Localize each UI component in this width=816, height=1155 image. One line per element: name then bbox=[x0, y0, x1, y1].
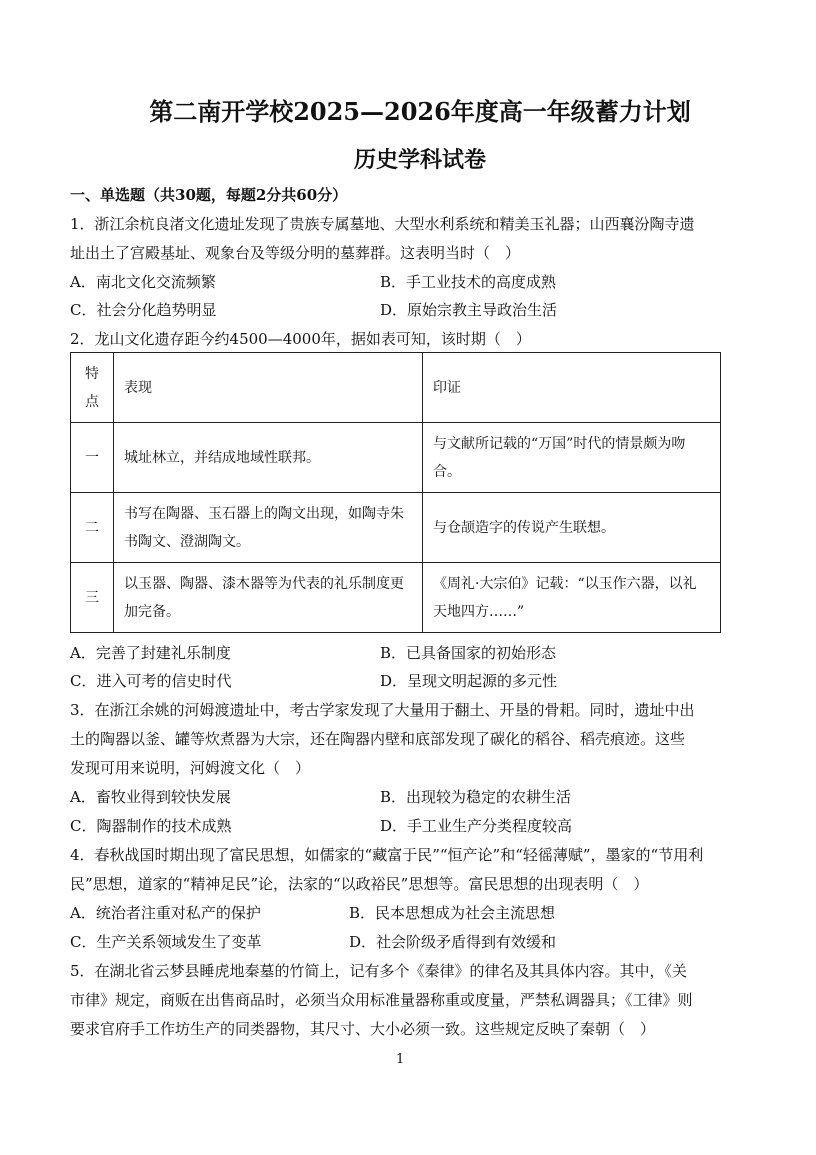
q1-stem-line1: 1．浙江余杭良渚文化遗址发现了贵族专属墓地、大型水利系统和精美玉礼器；山西襄汾陶寺遗 bbox=[70, 215, 695, 233]
table-header-feature: 特点 bbox=[71, 353, 114, 423]
table-row bbox=[71, 423, 721, 493]
table-cell-performance: 书写在陶器、玉石器上的陶文出现，如陶寺朱书陶文、澄湖陶文。 bbox=[114, 493, 423, 563]
exam-title: 第二南开学校2025—2026年度高一年级蓄力计划 bbox=[149, 97, 691, 126]
q4-option-c: C．生产关系领域发生了变革 bbox=[70, 933, 262, 951]
table-cell-performance: 城址林立，并结成地域性联邦。 bbox=[114, 423, 423, 493]
q1-option-a: A．南北文化交流频繁 bbox=[70, 273, 216, 291]
q4-stem-line2: 民”思想，道家的“精神足民”论，法家的“以政裕民”思想等。富民思想的出现表明（ ） bbox=[70, 875, 649, 893]
section-heading: 一、单选题（共30题，每题2分共60分） bbox=[70, 186, 348, 204]
q3-option-c: C．陶器制作的技术成熟 bbox=[70, 817, 232, 835]
table-cell-performance: 以玉器、陶器、漆木器等为代表的礼乐制度更加完备。 bbox=[114, 563, 423, 633]
q3-stem-line3: 发现可用来说明，河姆渡文化（ ） bbox=[70, 759, 311, 777]
q1-option-d: D．原始宗教主导政治生活 bbox=[380, 301, 558, 319]
q4-option-d: D．社会阶级矛盾得到有效缓和 bbox=[349, 933, 557, 951]
q2-stem-line1: 2．龙山文化遗存距今约4500—4000年，据如表可知，该时期（ ） bbox=[70, 330, 531, 348]
exam-subtitle: 历史学科试卷 bbox=[353, 147, 486, 173]
q2-option-a: A．完善了封建礼乐制度 bbox=[70, 644, 231, 662]
table-cell-evidence: 与仓颉造字的传说产生联想。 bbox=[423, 493, 721, 563]
table-cell-feature: 二 bbox=[71, 493, 114, 563]
q2-option-b: B．已具备国家的初始形态 bbox=[380, 644, 557, 662]
q1-option-c: C．社会分化趋势明显 bbox=[70, 301, 217, 319]
q5-stem-line1: 5．在湖北省云梦县睡虎地秦墓的竹简上，记有多个《秦律》的律名及其具体内容。其中，《关 bbox=[70, 962, 688, 980]
q1-stem-line2: 址出土了宫殿基址、观象台及等级分明的墓葬群。这表明当时（ ） bbox=[70, 244, 521, 262]
q3-option-a: A．畜牧业得到较快发展 bbox=[70, 788, 231, 806]
q3-stem-line1: 3．在浙江余姚的河姆渡遗址中，考古学家发现了大量用于翻土、开垦的骨耜。同时，遗址中出 bbox=[70, 701, 695, 719]
table-cell-feature: 三 bbox=[71, 563, 114, 633]
table-cell-feature: 一 bbox=[71, 423, 114, 493]
q3-option-b: B．出现较为稳定的农耕生活 bbox=[380, 788, 572, 806]
table-cell-evidence: 《周礼·大宗伯》记载：“以玉作六器，以礼天地四方……” bbox=[423, 563, 721, 633]
table-cell-evidence: 与文献所记载的“万国”时代的情景颇为吻合。 bbox=[423, 423, 721, 493]
q4-option-a: A．统治者注重对私产的保护 bbox=[70, 904, 261, 922]
q3-stem-line2: 土的陶器以釜、罐等炊煮器为大宗，还在陶器内壁和底部发现了碳化的稻谷、稻壳痕迹。这些 bbox=[70, 730, 686, 748]
table-row bbox=[71, 493, 721, 563]
table-header-row bbox=[71, 353, 721, 423]
q4-stem-line1: 4．春秋战国时期出现了富民思想，如儒家的“藏富于民”“恒产论”和“轻徭薄赋”，墨家的“节用利 bbox=[70, 846, 704, 864]
table-header-performance: 表现 bbox=[114, 353, 423, 423]
q2-option-c: C．进入可考的信史时代 bbox=[70, 672, 232, 690]
q4-option-b: B．民本思想成为社会主流思想 bbox=[349, 904, 556, 922]
q5-stem-line2: 市律》规定，商贩在出售商品时，必须当众用标准量器称重或度量，严禁私调器具；《工律》则 bbox=[70, 991, 693, 1009]
page-number: 1 bbox=[396, 1052, 405, 1067]
q2-table bbox=[70, 352, 721, 633]
table-row bbox=[71, 563, 721, 633]
q2-option-d: D．呈现文明起源的多元性 bbox=[380, 672, 558, 690]
q3-option-d: D．手工业生产分类程度较高 bbox=[380, 817, 573, 835]
q1-option-b: B．手工业技术的高度成熟 bbox=[380, 273, 557, 291]
table-header-evidence: 印证 bbox=[423, 353, 721, 423]
q5-stem-line3: 要求官府手工作坊生产的同类器物，其尺寸、大小必须一致。这些规定反映了秦朝（ ） bbox=[70, 1020, 656, 1038]
